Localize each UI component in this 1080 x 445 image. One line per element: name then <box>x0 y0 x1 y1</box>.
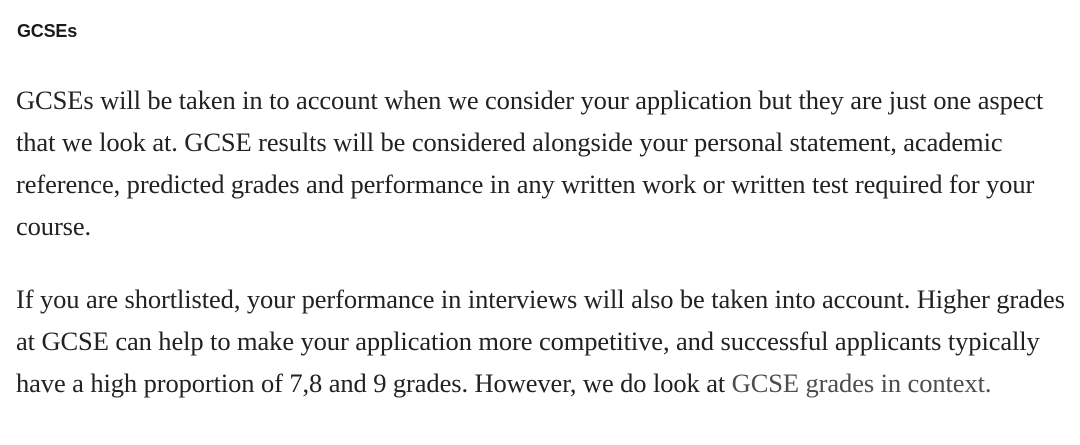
shortlisting-paragraph-main: If you are shortlisted, your performance in interviews will also be taken into account. Higher grades at GCSE can help to make your application more competitive, and successful applicants typically have a high proportion of 7,8 and 9 grades. However, we do look at <box>16 284 1065 398</box>
gcse-consideration-paragraph: GCSEs will be taken in to account when we consider your application but they are just one aspect that we look at. GCSE results will be considered alongside your personal statement, academic reference, predicted grades and performance in any written work or written test required for your course. <box>16 85 1044 241</box>
grades-in-context-text: GCSE grades in context. <box>731 368 992 398</box>
shortlisting-paragraph <box>16 278 1071 404</box>
section-heading: GCSEs <box>17 21 78 41</box>
